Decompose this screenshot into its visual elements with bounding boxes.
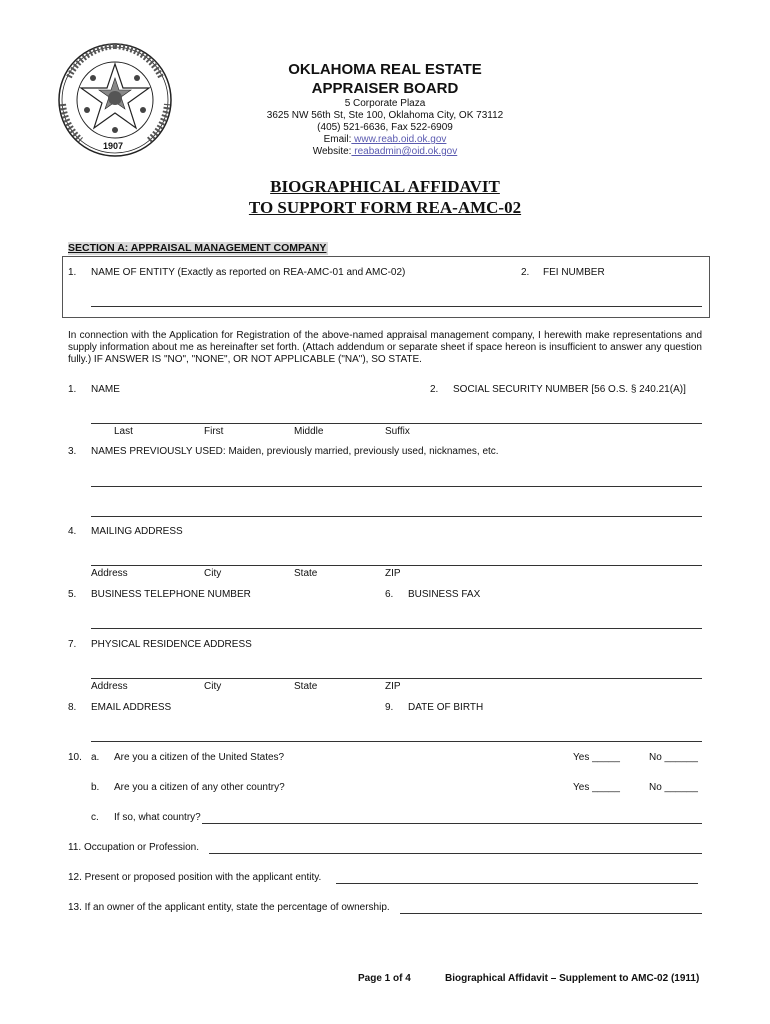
physical-address-field[interactable]	[91, 678, 702, 679]
form-title-line2: TO SUPPORT FORM REA-AMC-02	[248, 198, 522, 217]
mailing-part-zip: ZIP	[385, 568, 401, 579]
fei-number-label: FEI NUMBER	[543, 267, 605, 278]
name-part-suffix: Suffix	[385, 426, 410, 437]
position-label: 12. Present or proposed position with the applicant entity.	[68, 872, 322, 883]
entity-name-label: NAME OF ENTITY (Exactly as reported on REA-AMC-01 and AMC-02)	[91, 267, 406, 278]
mailing-address-number: 4.	[68, 526, 77, 537]
citizenship-b-no[interactable]: No ______	[649, 782, 698, 793]
mailing-address-label: MAILING ADDRESS	[91, 526, 183, 537]
physical-address-label: PHYSICAL RESIDENCE ADDRESS	[91, 639, 252, 650]
ssn-number: 2.	[430, 384, 439, 395]
section-a-heading: SECTION A: APPRAISAL MANAGEMENT COMPANY	[68, 242, 327, 254]
date-of-birth-number: 9.	[385, 702, 394, 713]
date-of-birth-label: DATE OF BIRTH	[408, 702, 484, 713]
website-label: Website:	[312, 146, 352, 157]
business-phone-label: BUSINESS TELEPHONE NUMBER	[91, 589, 251, 600]
intro-paragraph: In connection with the Application for Registration of the above-named appraisal management company, I herewith make representations and supply information about me as hereinafter set forth. (Attach addendum or separate sheet if space hereon is insufficient to answer any question fully.) IF ANSWER IS "NO", "NONE", OR NOT APPLICABLE ("NA"), SO STATE.	[68, 330, 702, 365]
physical-address-number: 7.	[68, 639, 77, 650]
email-line	[0, 134, 770, 146]
email-dob-field[interactable]	[91, 741, 702, 742]
citizenship-a-letter: a.	[91, 752, 100, 763]
ownership-label: 13. If an owner of the applicant entity, state the percentage of ownership.	[68, 902, 390, 913]
other-country-field[interactable]	[202, 823, 702, 824]
org-name-line2: APPRAISER BOARD	[311, 80, 459, 97]
page-number: Page 1 of 4	[358, 973, 411, 984]
previous-names-field-2[interactable]	[91, 516, 702, 517]
previous-names-field-1[interactable]	[91, 486, 702, 487]
physical-part-state: State	[294, 681, 318, 692]
mailing-address-field[interactable]	[91, 565, 702, 566]
physical-part-zip: ZIP	[385, 681, 401, 692]
previous-names-label: NAMES PREVIOUSLY USED: Maiden, previously married, previously used, nicknames, etc.	[91, 446, 499, 457]
phone-fax: (405) 521-6636, Fax 522-6909	[317, 122, 453, 133]
website-link[interactable]: reabadmin@oid.ok.gov	[351, 146, 458, 157]
section-a-box	[62, 256, 710, 318]
physical-part-address: Address	[91, 681, 128, 692]
name-number: 1.	[68, 384, 77, 395]
citizenship-b-yes[interactable]: Yes _____	[573, 782, 620, 793]
business-phone-number: 5.	[68, 589, 77, 600]
name-field[interactable]	[91, 423, 702, 424]
citizenship-a-no[interactable]: No ______	[649, 752, 698, 763]
form-title-line1: BIOGRAPHICAL AFFIDAVIT	[270, 177, 500, 196]
org-name-line1: OKLAHOMA REAL ESTATE	[288, 61, 482, 78]
citizenship-c-label: If so, what country?	[114, 812, 201, 823]
website-line	[0, 146, 770, 158]
citizenship-b-letter: b.	[91, 782, 100, 793]
mailing-part-city: City	[204, 568, 222, 579]
name-label: NAME	[91, 384, 120, 395]
ssn-label: SOCIAL SECURITY NUMBER [56 O.S. § 240.21(A)]	[453, 384, 686, 395]
business-fax-label: BUSINESS FAX	[408, 589, 481, 600]
business-fax-number: 6.	[385, 589, 394, 600]
address-line2: 3625 NW 56th St, Ste 100, Oklahoma City, OK 73112	[266, 110, 504, 121]
email-address-label: EMAIL ADDRESS	[91, 702, 172, 713]
fei-number-num: 2.	[521, 267, 530, 278]
position-field[interactable]	[336, 883, 698, 884]
occupation-label: 11. Occupation or Profession.	[68, 842, 199, 853]
name-part-last: Last	[114, 426, 133, 437]
physical-part-city: City	[204, 681, 222, 692]
previous-names-number: 3.	[68, 446, 77, 457]
citizenship-b-label: Are you a citizen of any other country?	[114, 782, 285, 793]
address-line1: 5 Corporate Plaza	[344, 98, 426, 109]
citizenship-a-yes[interactable]: Yes _____	[573, 752, 620, 763]
citizenship-number: 10.	[68, 752, 82, 763]
citizenship-a-label: Are you a citizen of the United States?	[114, 752, 285, 763]
email-label: Email:	[323, 134, 352, 145]
name-part-middle: Middle	[294, 426, 324, 437]
mailing-part-address: Address	[91, 568, 128, 579]
email-address-number: 8.	[68, 702, 77, 713]
phone-fax-field[interactable]	[91, 628, 702, 629]
occupation-field[interactable]	[209, 853, 702, 854]
name-part-first: First	[204, 426, 224, 437]
mailing-part-state: State	[294, 568, 318, 579]
document-footer-title: Biographical Affidavit – Supplement to AMC-02 (1911)	[445, 973, 700, 984]
seal-year: 1907	[103, 141, 124, 151]
email-link[interactable]: www.reab.oid.ok.gov	[351, 134, 447, 145]
citizenship-c-letter: c.	[91, 812, 99, 823]
ownership-field[interactable]	[400, 913, 702, 914]
entity-name-field[interactable]	[91, 306, 702, 307]
entity-number: 1.	[68, 267, 77, 278]
